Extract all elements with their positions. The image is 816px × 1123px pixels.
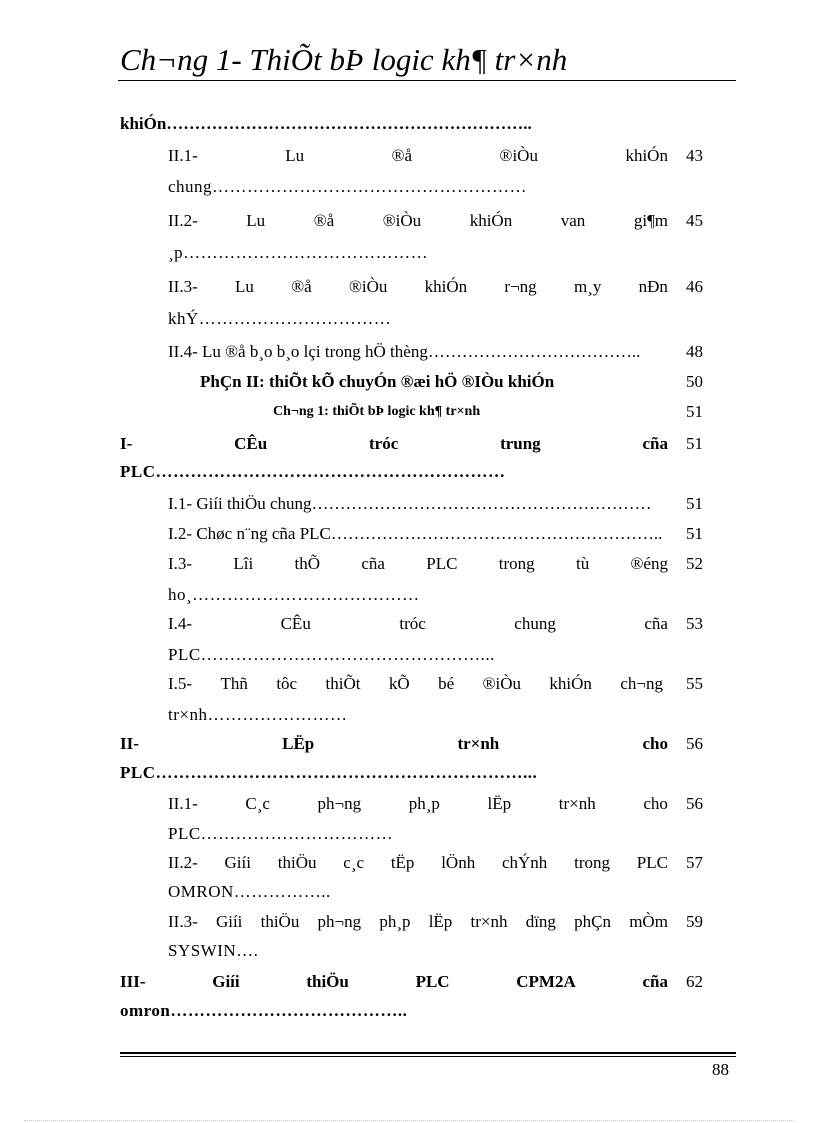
toc-entry-heading: I.5- Thñ tôc thiÕt kÕ bé ®iÒu khiÓn ch¬ng [168,674,663,693]
toc-page-number: 51 [686,434,703,453]
toc-section-heading: III- Giíi thiÖu PLC CPM2A cña [120,972,668,991]
toc-entry-heading: II.2- Giíi thiÖu c¸c tËp lÖnh chÝnh trong PLC [168,853,668,872]
toc-part-heading: PhÇn II: thiÕt kÕ chuyÓn ®æi hÖ ®IÒu khiÓn [200,372,555,391]
toc-section-heading-cont: PLC………………………………………………………... [120,763,538,782]
toc-section-heading-cont: omron………………………………….. [120,1001,408,1020]
toc-page-number: 51 [686,402,703,421]
footer-rule [120,1052,736,1054]
toc-entry-heading: I.3- Lîi thÕ cña PLC trong tù ®éng [168,554,668,573]
toc-section-heading: II- LËp tr×nh cho [120,734,668,753]
toc-page-number: 51 [686,494,703,513]
toc-page-number: 52 [686,554,703,573]
toc-entry-heading-cont: OMRON…………….. [168,882,331,901]
toc-page-number: 48 [686,342,703,361]
toc-section-heading-cont: PLC…………………………………………………… [120,462,506,481]
toc-page-number: 56 [686,794,703,813]
toc-page-number: 53 [686,614,703,633]
toc-entry-heading: II.3- Giíi thiÖu ph¬ng ph¸p lËp tr×nh dïng phÇn mÒm [168,912,668,931]
running-header-title: Ch¬ng 1- ThiÕt bÞ logic kh¶ tr×nh [120,42,568,77]
toc-page-number: 43 [686,146,703,165]
toc-entry-heading-cont: SYSWIN…. [168,941,259,960]
toc-page-number: 55 [686,674,703,693]
toc-entry-heading-cont: ¸p…………………………………… [168,243,429,262]
toc-entry-heading: II.4- Lu ®å b¸o b¸o lçi trong hÖ thèng……………………………….. [168,342,641,361]
toc-entry-heading-cont: tr×nh…………………… [168,705,348,724]
toc-page-number: 56 [686,734,703,753]
toc-page-number: 51 [686,524,703,543]
toc-page-number: 57 [686,853,703,872]
toc-entry-heading: I.1- Giíi thiÖu chung…………………………………………………… [168,494,652,513]
toc-entry-heading-cont: PLC…………………………………………... [168,645,495,664]
toc-page-number: 46 [686,277,703,296]
toc-entry-heading: I.4- CÊu tróc chung cña [168,614,668,633]
footer-page-number: 88 [712,1060,729,1079]
toc-page-number: 62 [686,972,703,991]
toc-entry-heading: I.2- Chøc n¨ng cña PLC………………………………………………….. [168,524,663,543]
toc-entry-heading-cont: chung……………………………………………… [168,177,528,196]
toc-entry-heading-cont: khÝ…………………………… [168,309,392,328]
toc-page-number: 45 [686,211,703,230]
toc-page-number: 59 [686,912,703,931]
toc-page-number: 50 [686,372,703,391]
toc-entry-continuation: khiÓn……………………………………………………….. [120,114,532,133]
toc-entry-heading: II.2- Lu ®å ®iÒu khiÓn van gi¶m [168,211,668,230]
toc-entry-heading: II.3- Lu ®å ®iÒu khiÓn r¬ng m¸y nÐn [168,277,668,296]
toc-entry-heading: II.1- C¸c ph¬ng ph¸p lËp tr×nh cho [168,794,668,813]
footer-rule-thin [120,1056,736,1057]
page-edge-dotted-line [24,1120,794,1121]
toc-chapter-heading: Ch¬ng 1: thiÕt bÞ logic kh¶ tr×nh [273,404,481,419]
toc-entry-heading: II.1- Lu ®å ®iÒu khiÓn [168,146,668,165]
toc-section-heading: I- CÊu tróc trung cña [120,434,668,453]
toc-entry-heading-cont: PLC…………………………… [168,824,394,843]
toc-entry-heading-cont: ho¸………………………………… [168,585,420,604]
